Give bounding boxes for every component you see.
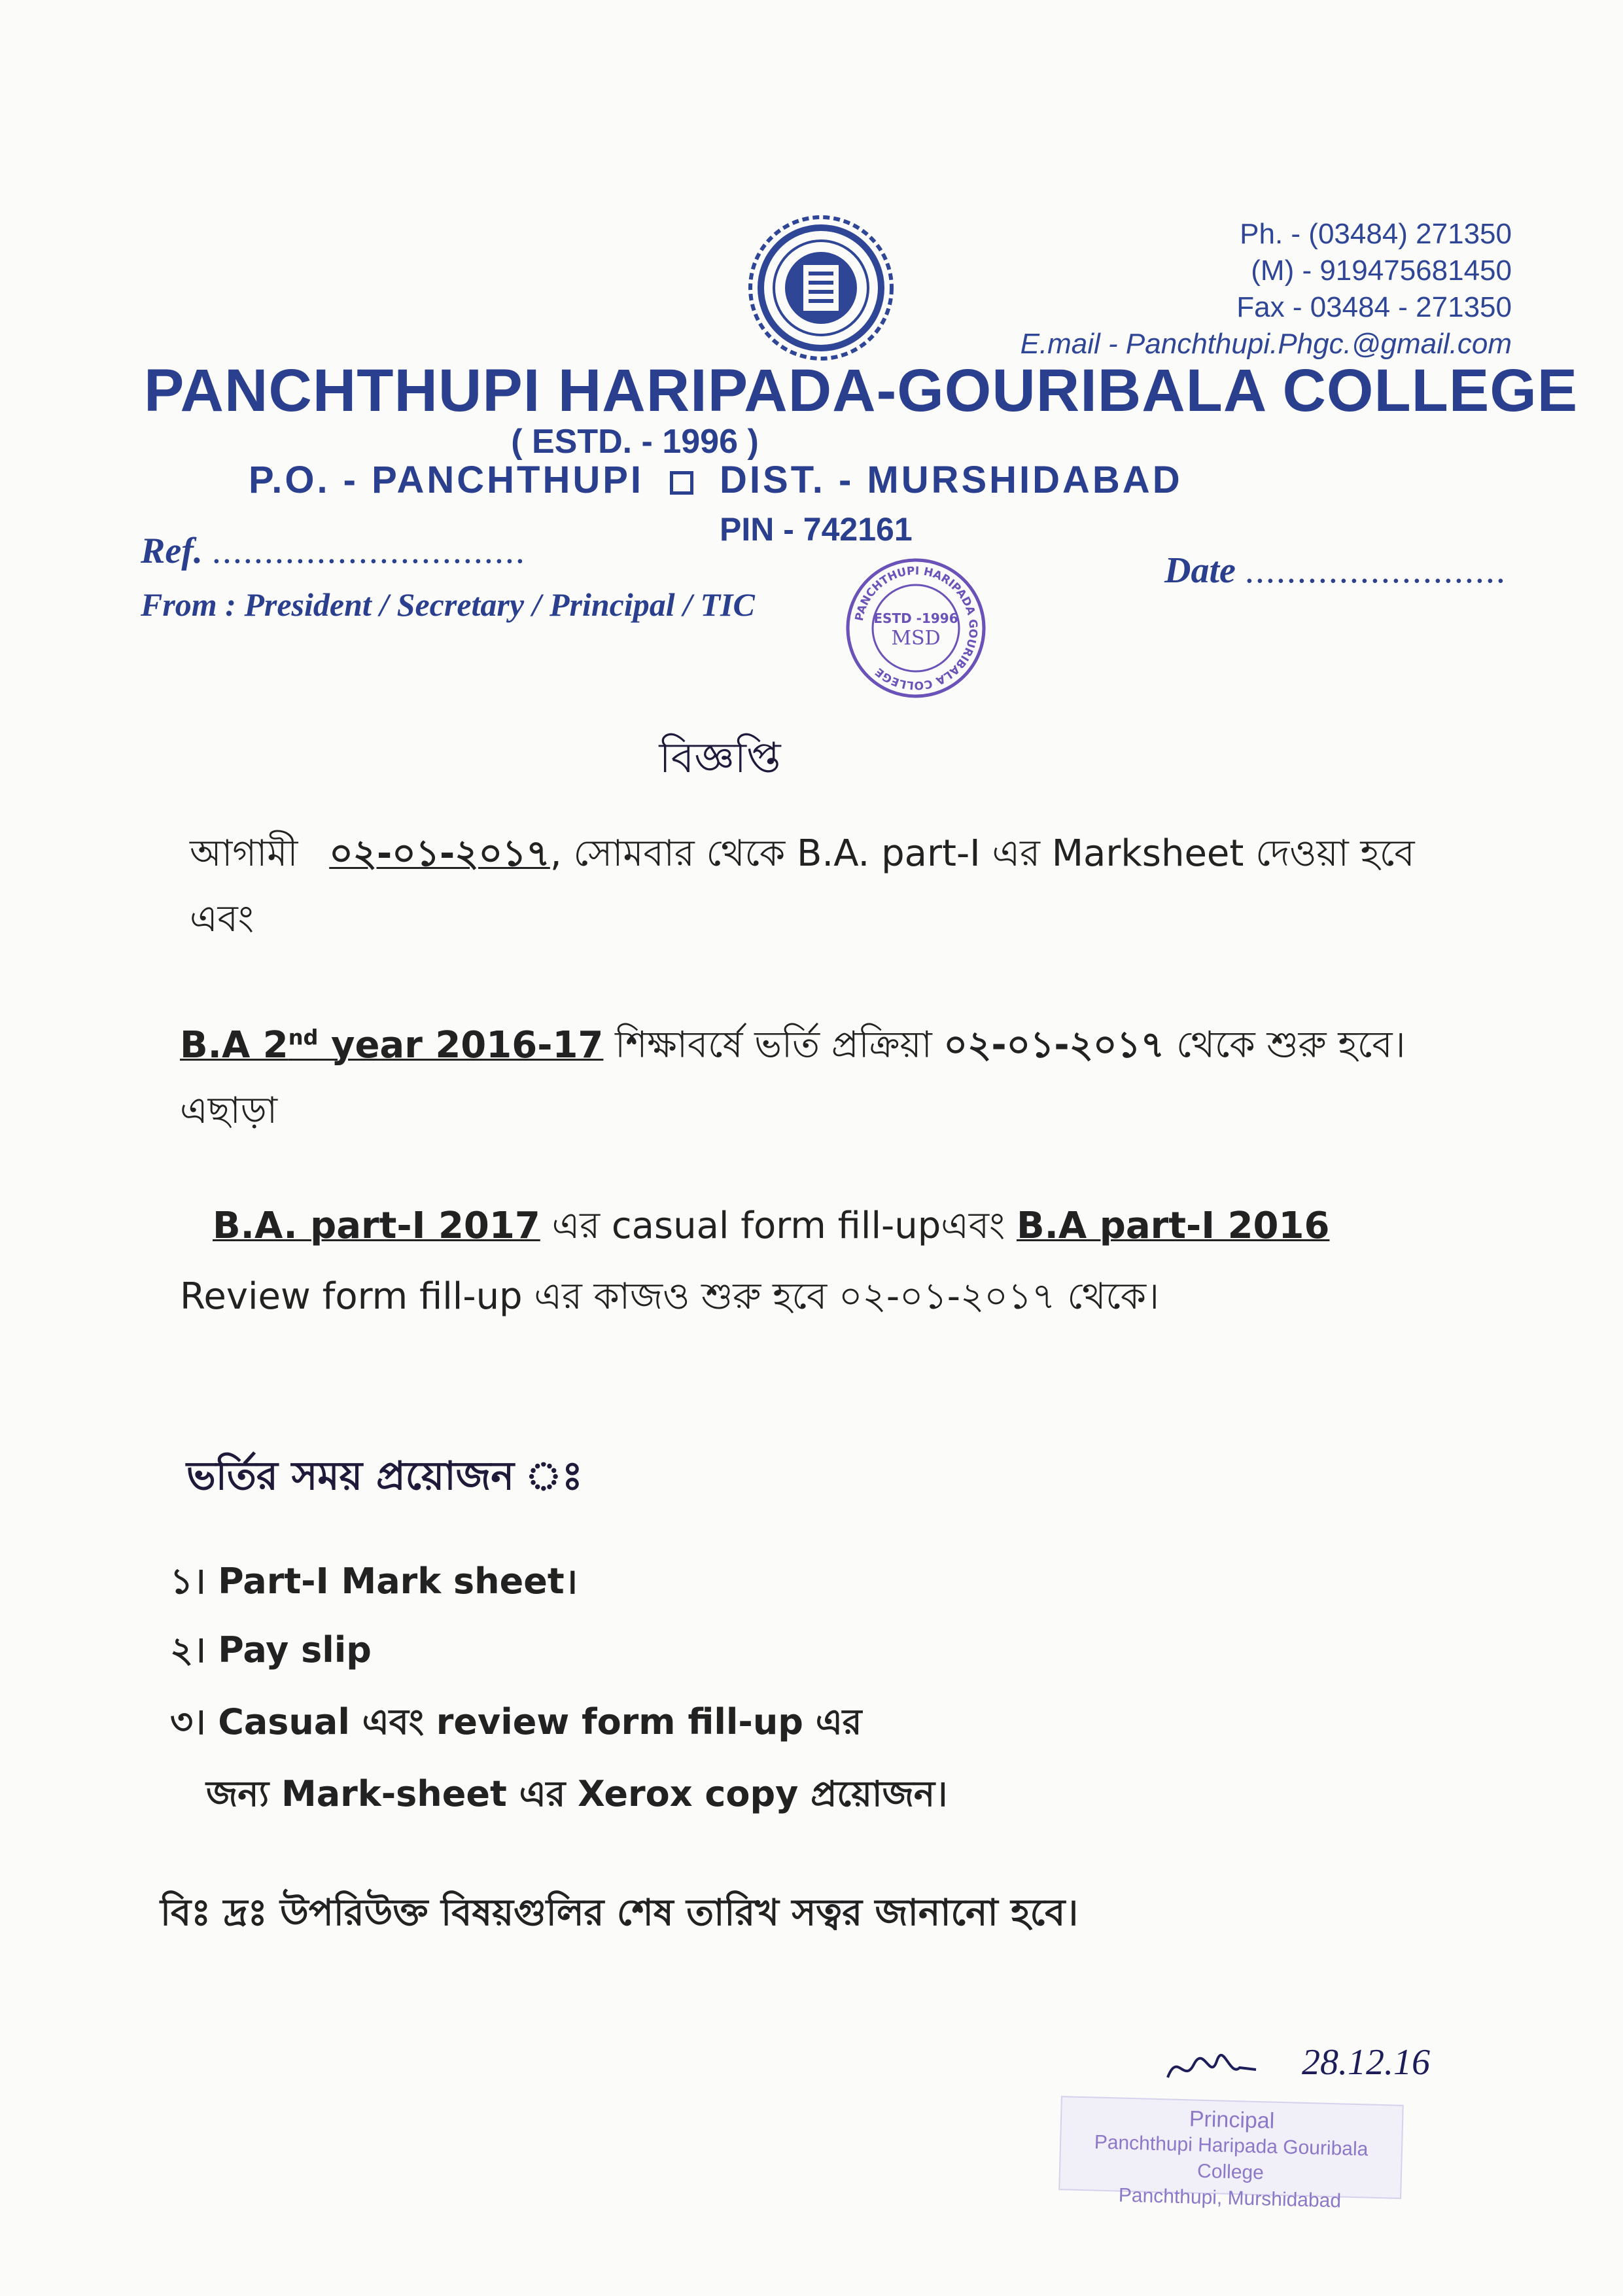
college-logo: [746, 213, 896, 363]
college-address: [249, 458, 1183, 502]
p1-lead: আগামী: [190, 832, 298, 875]
requirement-item-2: ২। Pay slip: [170, 1629, 372, 1670]
signature-scribble: [1164, 2045, 1263, 2091]
p3-rest: Review form fill-up এর কাজও শুরু হবে ০২-০১-২০১৭ থেকে।: [180, 1275, 1160, 1318]
ref-line: [141, 530, 526, 572]
p1-date: ০২-০১-২০১৭: [329, 832, 550, 875]
pin-code: PIN - 742161: [720, 511, 913, 548]
contact-block: [1021, 216, 1512, 362]
requirement-item-1: ১। Part-I Mark sheet।: [170, 1561, 578, 1602]
p2-mid: শিক্ষাবর্ষে ভর্তি প্রক্রিয়া: [603, 1023, 944, 1067]
post-office: P.O. - PANCHTHUPI: [249, 459, 644, 501]
seal-district: MSD: [891, 627, 941, 650]
stamp-title: Principal: [1189, 2106, 1275, 2134]
phone: Ph. - (03484) 271350: [1240, 218, 1512, 250]
special-note: বিঃ দ্রঃ উপরিউক্ত বিষয়গুলির শেষ তারিখ সত্বর জানানো হবে।: [160, 1892, 1079, 1934]
signature-date: 28.12.16: [1302, 2042, 1430, 2083]
college-name: PANCHTHUPI HARIPADA-GOURIBALA COLLEGE: [144, 357, 1579, 424]
stamp-line-1: Panchthupi Haripada Gouribala College: [1094, 2131, 1369, 2184]
requirement-item-3-cont: জন্য Mark-sheet এর Xerox copy প্রয়োজন।: [206, 1773, 948, 1814]
stamp-line-2: Panchthupi, Murshidabad: [1118, 2184, 1342, 2212]
paragraph-3: [180, 1191, 1423, 1332]
ref-label: Ref.: [141, 531, 203, 571]
email: E.mail - Panchthupi.Phgc.@gmail.com: [1020, 328, 1512, 360]
mobile: (M) - 919475681450: [1251, 255, 1512, 287]
paragraph-2: [180, 1004, 1423, 1144]
p2-class-sup: nd: [288, 1025, 319, 1050]
college-estd: ( ESTD. - 1996 ): [511, 423, 759, 461]
seal-ring-text: PANCHTHUPI HARIPADA GOURIBALA COLLEGE: [852, 564, 980, 692]
p2-class-a: B.A 2: [180, 1023, 288, 1067]
from-line: From : President / Secretary / Principal / TIC: [141, 586, 755, 623]
college-seal: [844, 556, 988, 700]
date-line: [1164, 550, 1507, 592]
p2-class: [180, 1024, 603, 1067]
requirements-heading: ভর্তির সময় প্রয়োজন ঃ: [186, 1453, 583, 1499]
p2-date: ০২-০১-২০১৭: [943, 1023, 1165, 1067]
notice-title: বিজ্ঞপ্তি: [659, 734, 781, 783]
p3-class-2: B.A part-I 2016: [1016, 1205, 1330, 1247]
p3-mid: এর casual form fill-upএবং: [540, 1205, 1017, 1247]
p1-rest: , সোমবার থেকে B.A. part-I এর Marksheet দেওয়া হবে এবং: [190, 832, 1415, 940]
requirement-item-3: ৩। Casual এবং review form fill-up এর: [170, 1701, 862, 1742]
p3-class-1: B.A. part-I 2017: [213, 1205, 540, 1247]
p2-class-b: year 2016-17: [318, 1023, 604, 1067]
seal-estd: ESTD -1996: [873, 610, 958, 626]
paragraph-1: [190, 821, 1420, 952]
date-label: Date: [1164, 550, 1236, 591]
principal-stamp: [1058, 2096, 1404, 2212]
p2-rest: থেকে শুরু হবে। এছাড়া: [180, 1023, 1406, 1132]
ref-dots: ..............................: [211, 531, 526, 571]
fax: Fax - 03484 - 271350: [1236, 291, 1512, 323]
date-dots: .........................: [1244, 550, 1507, 591]
separator-box-icon: [670, 471, 693, 495]
district: DIST. - MURSHIDABAD: [720, 459, 1183, 501]
